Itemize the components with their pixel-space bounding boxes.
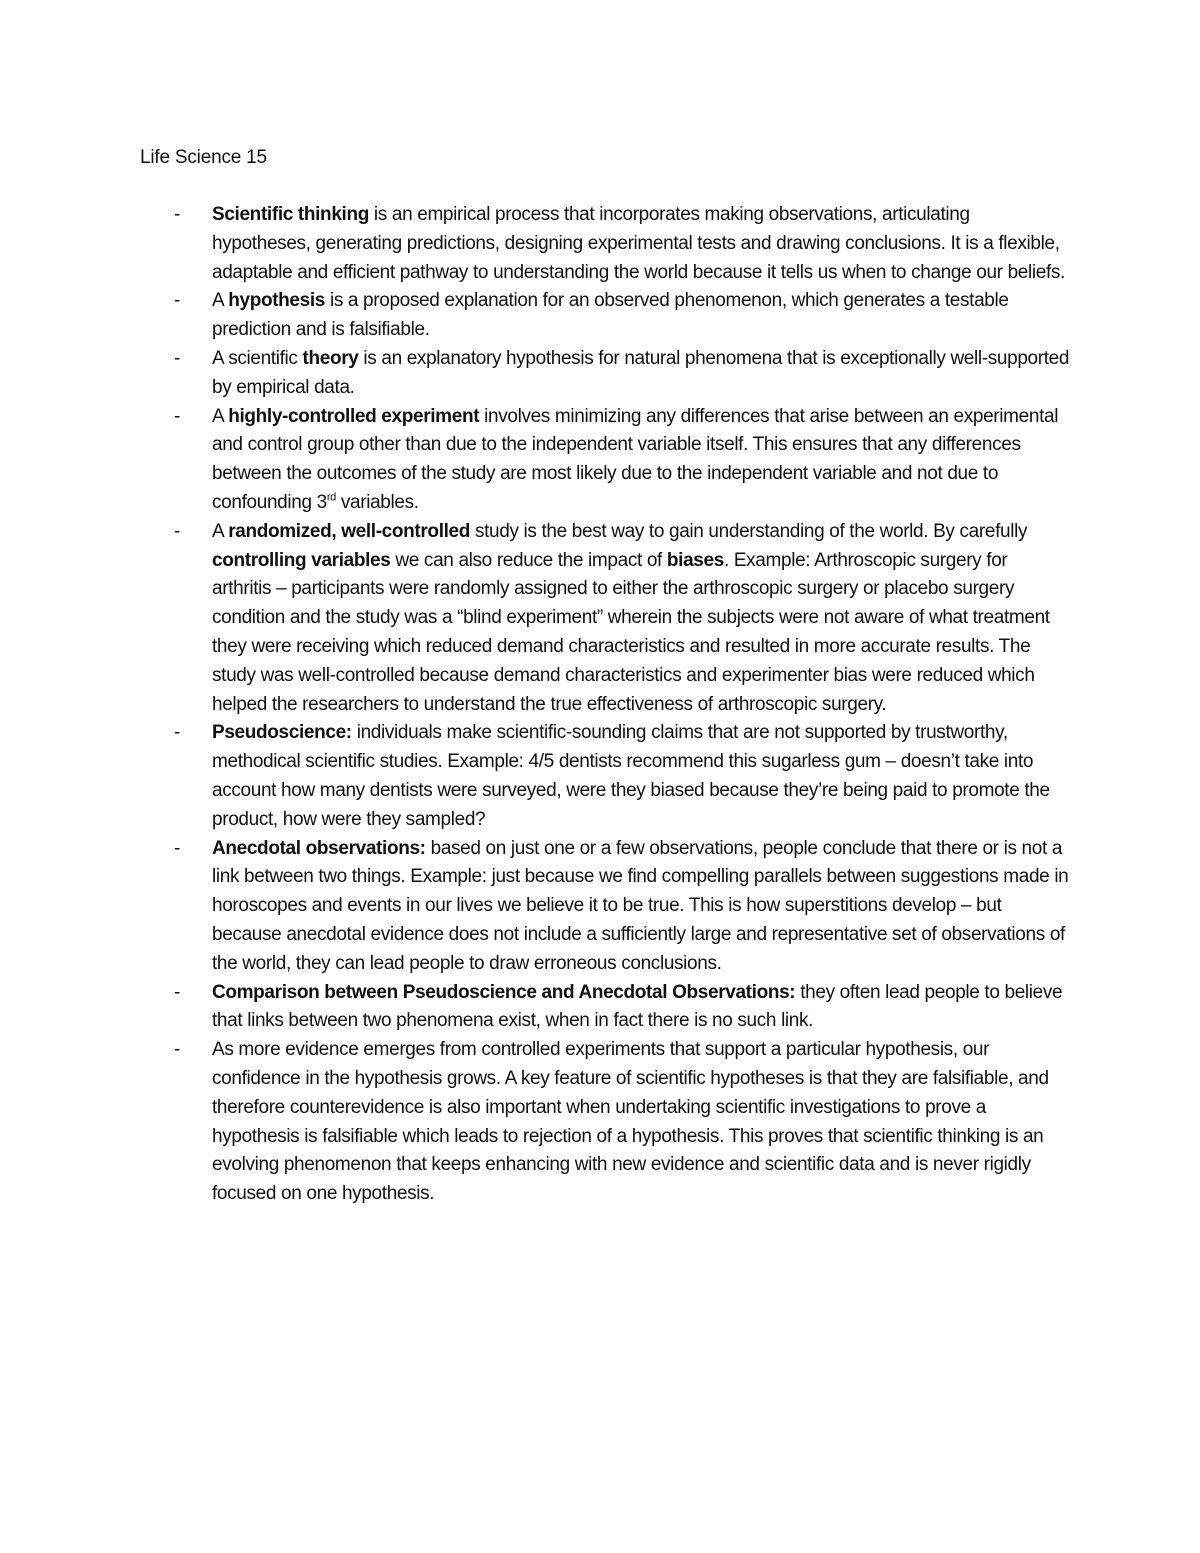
text-segment: they often lead people to believe that links between two phenomena exist, when in fact there is no such link. [212, 981, 1063, 1032]
bold-term: highly-controlled experiment [228, 405, 480, 427]
bullet-text [212, 722, 1050, 829]
bold-term: Scientific thinking [212, 204, 369, 225]
text-segment: A [212, 290, 229, 312]
bold-term: Anecdotal observations: [212, 837, 426, 859]
bold-term: hypothesis [228, 290, 326, 312]
bullet-dash: - [174, 722, 180, 744]
text-segment: As more evidence emerges from controlled experiments that support a particular hypothesis, our confidence in the hypothesis grows. A key feature of scientific hypotheses is that they are falsifiable, and therefore counterevidence is also important when undertaking scientific investigations to prove a hypothesis is falsifiable which leads to rejection of a hypothesis. This proves that scientific thinking is an evolving phenomenon that keeps enhancing with new evidence and scientific data and is never rigidly focused on one hypothesis. [212, 1039, 1049, 1205]
text-segment: is an empirical process that incorporates making observations, articulating hypotheses, generating predictions, designing experimental tests and drawing conclusions. It is a flexible, adaptable and efficient pathway to understanding the world because it tells us when to change our beliefs. [212, 204, 1065, 283]
bullet-item [170, 719, 1070, 834]
bullet-item [170, 287, 1070, 345]
text-segment: A [212, 520, 229, 542]
bullet-item [170, 835, 1070, 979]
bullet-text [212, 204, 1065, 283]
text-segment: is a proposed explanation for an observed phenomenon, which generates a testable prediction and is falsifiable. [212, 290, 1009, 341]
text-segment: A scientific [212, 347, 303, 369]
bold-term: controlling variables [212, 549, 391, 571]
text-segment: involves minimizing any differences that arise between an experimental and control group other than due to the independent variable itself. This ensures that any differences between the outcomes of the study are most likely due to the independent variable and not due to confounding 3 [212, 405, 1059, 513]
bullet-text [212, 406, 1058, 513]
bullet-text [212, 982, 1062, 1032]
document-title: Life Science 15 [140, 147, 267, 168]
bullet-dash: - [174, 405, 180, 427]
bullet-dash: - [174, 837, 180, 859]
bullet-text [212, 1039, 1049, 1204]
bullet-list [170, 201, 1070, 1209]
bullet-text [212, 521, 1050, 715]
bullet-dash: - [174, 981, 180, 1003]
text-segment: study is the best way to gain understanding of the world. By carefully [470, 520, 1028, 542]
bold-term: theory [302, 347, 359, 369]
bullet-text [212, 290, 1009, 340]
text-segment: A [212, 405, 229, 427]
bullet-item [170, 979, 1070, 1037]
bullet-item [170, 1036, 1070, 1209]
bullet-item [170, 201, 1070, 287]
bold-term: Pseudoscience: [212, 722, 352, 744]
text-segment: . Example: Arthroscopic surgery for arthritis – participants were randomly assigned to either the arthroscopic surgery or placebo surgery condition and the study was a “blind experiment” wherein the subjects were not aware of what treatment they were receiving which reduced demand characteristics and resulted in more accurate results. The study was well-controlled because demand characteristics and experimenter bias were reduced which helped the researchers to understand the true effectiveness of arthroscopic surgery. [212, 549, 1050, 715]
bullet-dash: - [174, 204, 180, 225]
text-segment: is an explanatory hypothesis for natural phenomena that is exceptionally well-supported by empirical data. [212, 347, 1070, 398]
bullet-dash: - [174, 520, 180, 542]
text-segment: individuals make scientific-sounding claims that are not supported by trustworthy, methodical scientific studies. Example: 4/5 dentists recommend this sugarless gum – doesn’t take into account how many dentists were surveyed, were they biased because they’re being paid to promote the product, how were they sampled? [212, 722, 1050, 830]
bullet-text [212, 348, 1069, 398]
bullet-dash: - [174, 347, 180, 369]
text-segment: based on just one or a few observations, people conclude that there or is not a link between two things. Example: just because we find compelling parallels between suggestions made in horoscopes and events in our lives we believe it to be true. This is how superstitions develop – but because anecdotal evidence does not include a sufficiently large and representative set of observations of the world, they can lead people to draw erroneous conclusions. [212, 837, 1069, 974]
text-segment: variables. [335, 491, 419, 513]
bold-term: Comparison between Pseudoscience and Anecdotal Observations: [212, 981, 796, 1003]
bullet-text [212, 838, 1068, 974]
bullet-item [170, 345, 1070, 403]
bullet-dash: - [174, 290, 180, 312]
superscript-text: rd [326, 491, 336, 504]
bold-term: biases [666, 549, 724, 571]
text-segment: we can also reduce the impact of [390, 549, 667, 571]
bold-term: randomized, well-controlled [228, 520, 471, 542]
bullet-dash: - [174, 1039, 180, 1061]
bullet-item [170, 403, 1070, 518]
bullet-item [170, 518, 1070, 720]
